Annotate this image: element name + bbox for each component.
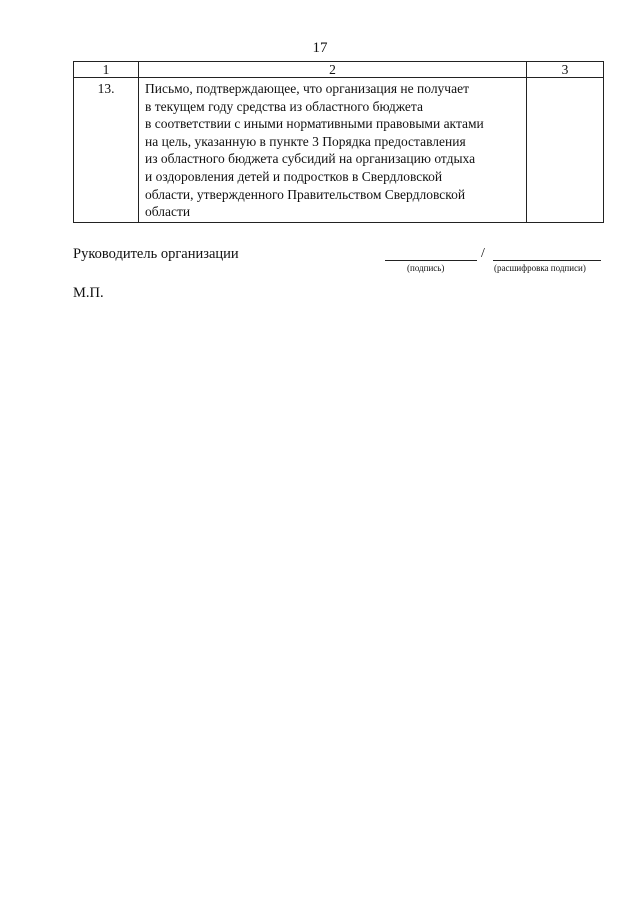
column-header-1: 1: [74, 62, 139, 78]
signature-decode-caption: (расшифровка подписи): [494, 263, 586, 273]
signature-block: [73, 246, 603, 286]
row-description: [139, 78, 527, 223]
signature-line: [385, 260, 477, 261]
description-line: области: [145, 204, 191, 220]
column-header-2: 2: [139, 62, 527, 78]
description-line: и оздоровления детей и подростков в Свердловской: [145, 168, 443, 184]
stamp-place-label: М.П.: [73, 285, 104, 301]
head-of-organization-label: Руководитель организации: [73, 246, 239, 262]
signature-slash: /: [481, 246, 485, 261]
column-header-3: 3: [527, 62, 604, 78]
row-note: [527, 78, 604, 223]
description-line: Письмо, подтверждающее, что организация не получает: [145, 81, 469, 96]
page-number: 17: [312, 40, 328, 56]
description-line: на цель, указанную в пункте 3 Порядка предоставления: [145, 133, 466, 149]
description-line: из областного бюджета субсидий на организацию отдыха: [145, 151, 476, 167]
description-line: области, утвержденного Правительством Свердловской: [145, 186, 466, 202]
table-row: [74, 78, 604, 223]
signature-caption: (подпись): [407, 263, 445, 273]
signature-decode-line: [493, 260, 601, 261]
documents-table: [73, 61, 604, 223]
description-line: в текущем году средства из областного бюджета: [145, 98, 423, 114]
table-header-row: [74, 62, 604, 78]
row-number: 13.: [74, 78, 139, 223]
description-line: в соответствии с иными нормативными правовыми актами: [145, 116, 484, 132]
